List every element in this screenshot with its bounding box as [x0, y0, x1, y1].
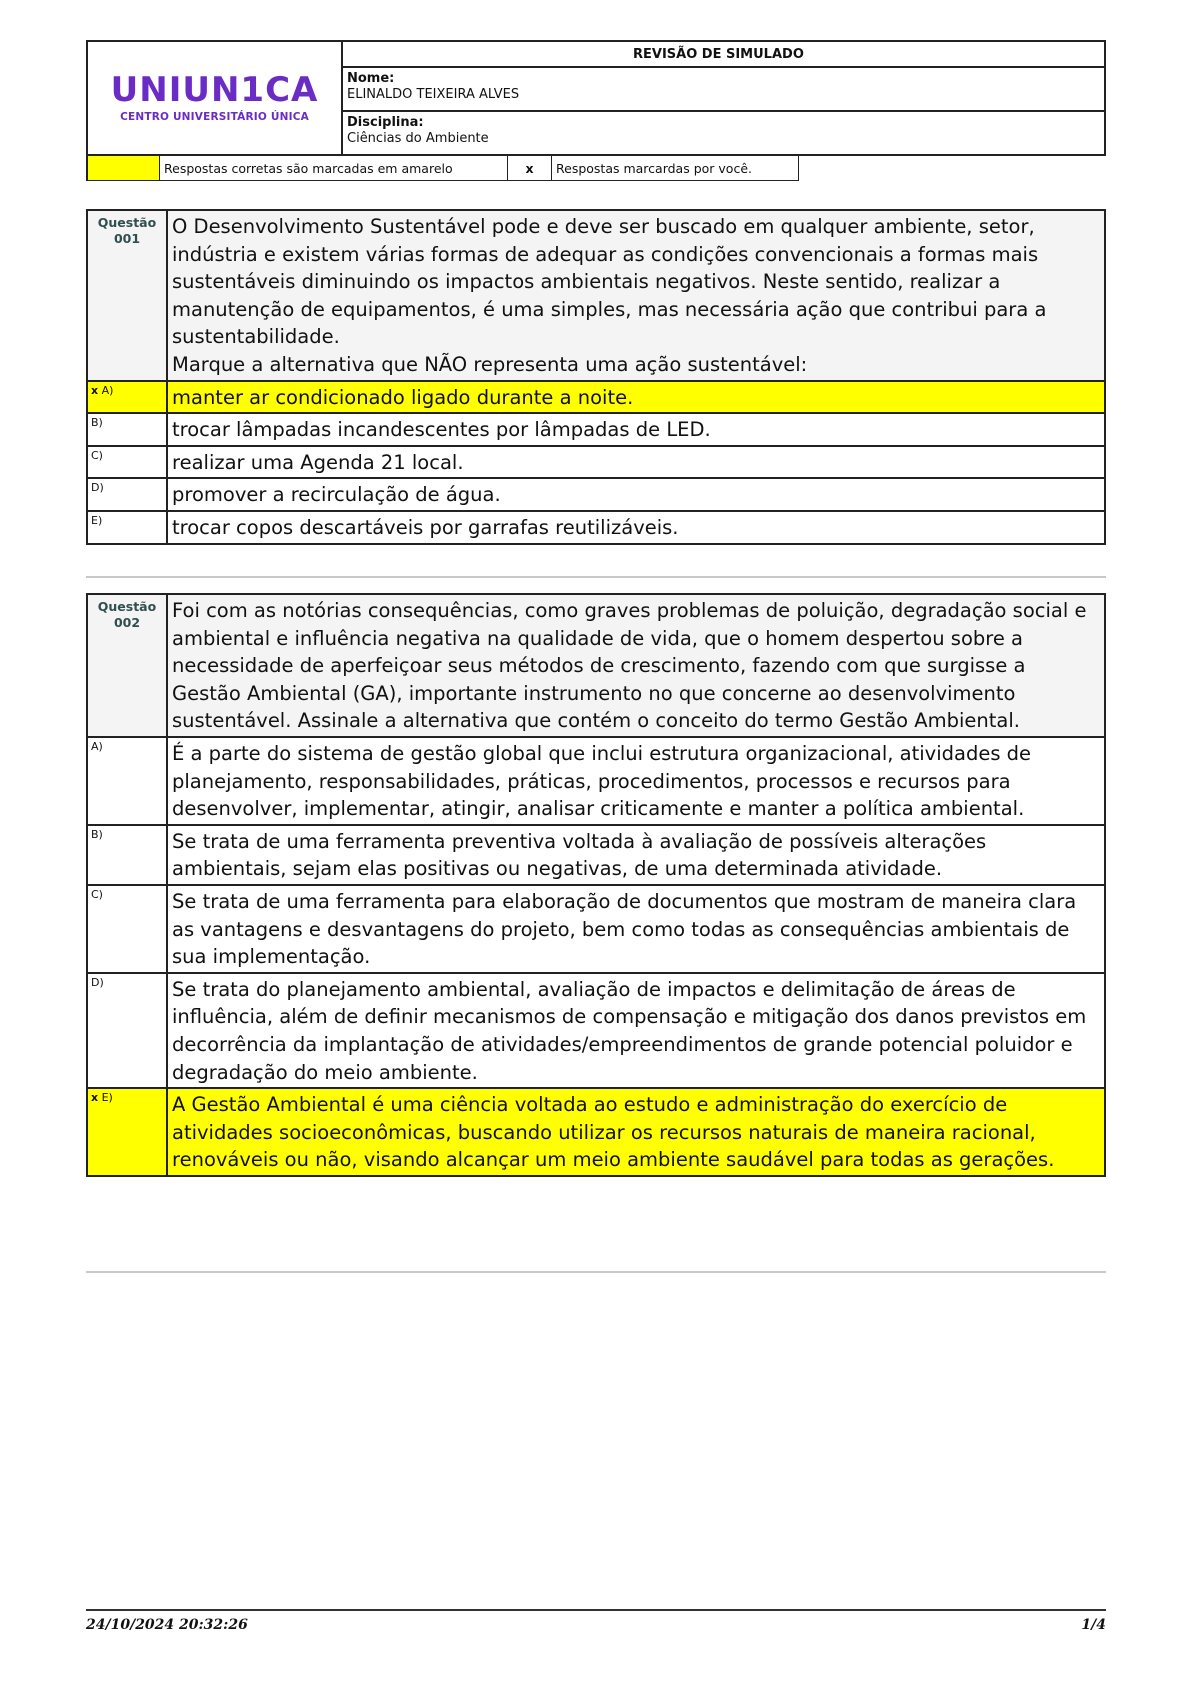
page-number: 1/4 [1081, 1617, 1106, 1633]
divider [86, 576, 1106, 578]
name-value: ELINALDO TEIXEIRA ALVES [347, 87, 520, 102]
document-page [86, 40, 1106, 1172]
question-statement [168, 595, 1104, 736]
option-letter: E) [88, 512, 168, 543]
logo [88, 42, 343, 154]
timestamp: 24/10/2024 20:32:26 [86, 1617, 248, 1633]
option-text: Se trata do planejamento ambiental, avaliação de impactos e delimitação de áreas de influência, além de definir mecanismos de compensação e mitigação dos danos previstos em decorrência da implantação de atividades/empreendimentos de grande potencial poluidor e degradação do meio ambiente. [172, 977, 1087, 1084]
option-d[interactable] [88, 972, 1104, 1087]
option-text: promover a recirculação de água. [172, 483, 501, 507]
question-number-value: 002 [113, 615, 141, 630]
question-number [88, 211, 168, 380]
option-letter [88, 1089, 168, 1175]
page-footer [86, 1609, 1106, 1633]
option-b[interactable] [88, 824, 1104, 884]
discipline-label: Disciplina: [347, 115, 424, 130]
option-text: realizar uma Agenda 21 local. [172, 450, 464, 474]
question-number [88, 595, 168, 736]
option-letter-value: A) [101, 383, 114, 397]
question-statement [168, 211, 1104, 380]
option-letter: C) [88, 447, 168, 478]
option-letter [88, 382, 168, 413]
logo-subtitle: CENTRO UNIVERSITÁRIO ÚNICA [120, 111, 309, 123]
option-text: trocar copos descartáveis por garrafas reutilizáveis. [172, 515, 679, 539]
option-letter-value: E) [101, 1091, 113, 1105]
marked-indicator: x [91, 383, 99, 397]
legend-correct-text: Respostas corretas são marcadas em amarelo [160, 156, 508, 181]
question-001 [86, 209, 1106, 545]
option-letter: D) [88, 974, 168, 1087]
option-a[interactable] [88, 380, 1104, 413]
header-box [86, 40, 1106, 154]
option-letter: C) [88, 886, 168, 972]
name-field [343, 68, 1104, 110]
legend [86, 154, 1106, 181]
question-header [88, 211, 1104, 380]
page-title: REVISÃO DE SIMULADO [343, 42, 1104, 68]
option-c[interactable] [88, 884, 1104, 972]
option-text: A Gestão Ambiental é uma ciência voltada ao estudo e administração do exercício de atividades socioeconômicas, buscando utilizar os recursos naturais de maneira racional, renováveis ou não, visando alcançar um meio ambiente saudável para todas as gerações. [168, 1089, 1104, 1175]
logo-wordmark: UNIUN1CA [110, 70, 319, 110]
option-a[interactable] [88, 736, 1104, 824]
option-c[interactable] [88, 445, 1104, 478]
question-number-value: 001 [113, 231, 141, 246]
question-label: Questão [97, 599, 157, 614]
option-e[interactable] [88, 510, 1104, 543]
correct-color-swatch [86, 156, 160, 181]
marked-indicator: x [91, 1091, 99, 1105]
option-text: manter ar condicionado ligado durante a noite. [168, 382, 1104, 413]
question-prompt: Marque a alternativa que NÃO representa uma ação sustentável: [172, 352, 808, 376]
option-letter: A) [88, 738, 168, 824]
legend-marked-text: Respostas marcardas por você. [552, 156, 799, 181]
option-e[interactable] [88, 1087, 1104, 1175]
question-label: Questão [97, 215, 157, 230]
question-header [88, 595, 1104, 736]
discipline-field [343, 110, 1104, 154]
option-letter: B) [88, 826, 168, 884]
question-002 [86, 593, 1106, 1177]
divider [86, 1271, 1106, 1273]
question-text: O Desenvolvimento Sustentável pode e deve ser buscado em qualquer ambiente, setor, indústria e existem várias formas de adequar as condições convencionais a formas mais sustentáveis diminuindo os impactos ambientais negativos. Neste sentido, realizar a manutenção de equipamentos, é uma simples, mas necessária ação que contribui para a sustentabilidade. [172, 215, 1047, 349]
name-label: Nome: [347, 71, 395, 86]
option-text: trocar lâmpadas incandescentes por lâmpadas de LED. [172, 418, 711, 442]
option-text: Se trata de uma ferramenta preventiva voltada à avaliação de possíveis alterações ambientais, sejam elas positivas ou negativas, de uma determinada atividade. [172, 829, 987, 881]
option-text: Se trata de uma ferramenta para elaboração de documentos que mostram de maneira clara as vantagens e desvantagens do projeto, bem como todas as consequências ambientais de sua implementação. [172, 889, 1077, 969]
discipline-value: Ciências do Ambiente [347, 131, 489, 146]
option-letter: D) [88, 479, 168, 510]
header-info [343, 42, 1104, 154]
option-letter: B) [88, 414, 168, 445]
option-d[interactable] [88, 477, 1104, 510]
question-text: Foi com as notórias consequências, como graves problemas de poluição, degradação social e ambiental e influência negativa na qualidade de vida, que o homem despertou sobre a necessidade de aperfeiçoar seus métodos de crescimento, fazendo com que surgisse a Gestão Ambiental (GA), importante instrumento no que concerne ao desenvolvimento sustentável. Assinale a alternativa que contém o conceito do termo Gestão Ambiental. [172, 599, 1087, 733]
option-text: É a parte do sistema de gestão global que inclui estrutura organizacional, atividades de planejamento, responsabilidades, práticas, procedimentos, processos e recursos para desenvolver, implementar, atingir, analisar criticamente e manter a política ambiental. [172, 741, 1032, 821]
legend-marked-symbol: x [508, 156, 552, 181]
option-b[interactable] [88, 412, 1104, 445]
